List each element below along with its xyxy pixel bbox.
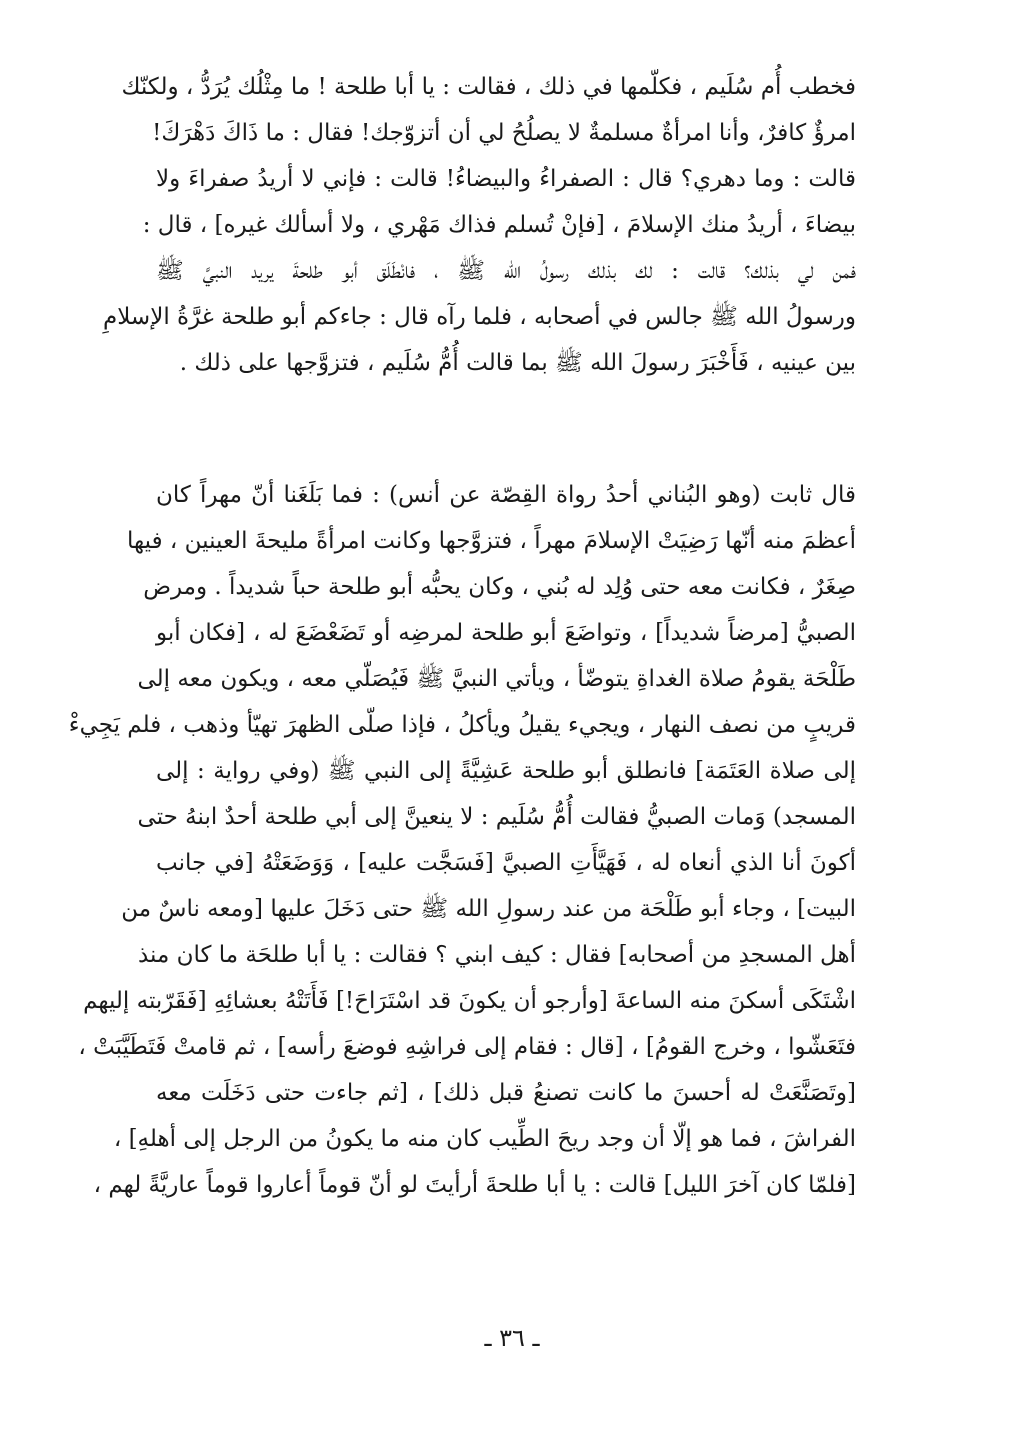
page-number: ـ ٣٦ ـ	[484, 1324, 540, 1352]
paragraph-1	[102, 64, 856, 386]
text-line: بين عينيه ، فَأَخْبَرَ رسولَ الله ﷺ بما قالت أُمُّ سُلَيم ، فتزوَّجها على ذلك .	[179, 350, 856, 376]
text-line: أكونَ أنا الذي أنعاه له ، فَهَيَّأَتِ الصبيَّ [فَسَجَّت عليه] ، وَوَضَعَتْهُ [في جانب	[156, 850, 856, 876]
text-line: قال ثابت (وهو البُناني أحدُ رواة القِصّة عن أنس) : فما بَلَغَنا أنّ مهراً كان	[156, 482, 856, 508]
text-line: فخطب أُم سُلَيم ، فكلّمها في ذلك ، فقالت : يا أبا طلحة ! ما مِثْلُك يُرَدُّ ، ولكنّك	[121, 74, 856, 100]
text-line: بيضاءَ ، أريدُ منك الإسلامَ ، [فإنْ تُسلم فذاك مَهْري ، ولا أسألك غيره] ، قال :	[142, 212, 856, 238]
text-line: إلى صلاة العَتَمَة] فانطلق أبو طلحة عَشِيَّةً إلى النبي ﷺ (وفي رواية : إلى	[156, 758, 856, 784]
paragraph-2	[68, 472, 856, 1208]
text-line: البيت] ، وجاء أبو طَلْحَة من عند رسولِ الله ﷺ حتى دَخَلَ عليها [ومعه ناسٌ من	[121, 896, 856, 922]
text-line: الصبيُّ [مرضاً شديداً] ، وتواضَعَ أبو طلحة لمرضِه أو تَضَعْضَعَ له ، [فكان أبو	[156, 620, 856, 646]
text-line: أعظمَ منه أنّها رَضِيَتْ الإسلامَ مهراً ، فتزوَّجها وكانت امرأةً مليحةَ العينين ، فيها	[127, 528, 856, 554]
text-line: قريبٍ من نصف النهار ، ويجيء يقيلُ ويأكلُ ، فإذا صلّى الظهرَ تهيّأ وذهب ، فلم يَجِيءْ	[68, 712, 856, 738]
text-line: امرؤٌ كافرٌ، وأنا امرأةٌ مسلمةٌ لا يصلُحُ لي أن أتزوّجك! فقال : ما ذَاكَ دَهْرَكَ!	[152, 120, 856, 146]
text-line: المسجد) وَمات الصبيُّ فقالت أُمُّ سُلَيم : لا ينعينَّ إلى أبي طلحة أحدٌ ابنهُ حتى	[137, 804, 856, 830]
text-line: [فلمّا كان آخرَ الليل] قالت : يا أبا طلحةَ أرأيتَ لو أنّ قوماً أعاروا قوماً عاريَّةً لهم ،	[93, 1172, 856, 1198]
text-line: اشْتَكَى أسكنَ منه الساعةَ [وأرجو أن يكونَ قد اسْتَرَاحَ!] فَأَتَتْهُ بعشائِهِ [فَقَرّبته إليهم	[83, 988, 856, 1014]
text-line: الفراشَ ، فما هو إلّا أن وجد ريحَ الطِّيب كان منه ما يكونُ من الرجل إلى أهلهِ] ،	[113, 1126, 856, 1152]
text-line: فمن لي بذلك؟ قالت : لك بذلك رسولُ الله ﷺ ، فانْطَلَق أبو طلحةَ يريد النبيَّ ﷺ	[156, 258, 856, 284]
text-line: ورسولُ الله ﷺ جالس في أصحابه ، فلما رآه قال : جاءكم أبو طلحة غرَّةُ الإسلامِ	[102, 304, 856, 330]
text-line: فتَعَشّوا ، وخرج القومُ] ، [قال : فقام إلى فراشِهِ فوضعَ رأسه] ، ثم قامتْ فَتَطَيَّبَتْ ،	[78, 1034, 856, 1060]
text-line: قالت : وما دهري؟ قال : الصفراءُ والبيضاءُ! قالت : فإني لا أريدُ صفراءَ ولا	[156, 166, 856, 192]
text-line: أهل المسجدِ من أصحابه] فقال : كيف ابني ؟ فقالت : يا أبا طلحَة ما كان منذ	[137, 942, 856, 968]
text-line: [وتَصَنَّعَتْ له أحسنَ ما كانت تصنعُ قبل ذلك] ، [ثم جاءت حتى دَخَلَت معه	[156, 1080, 856, 1106]
text-line: طَلْحَة يقومُ صلاة الغداةِ يتوضّأ ، ويأتي النبيَّ ﷺ فَيُصَلّي معه ، ويكون معه إلى	[137, 666, 856, 692]
text-line: صِغَرٌ ، فكانت معه حتى وُلِد له بُني ، وكان يحبُّه أبو طلحة حباً شديداً . ومرض	[143, 574, 856, 600]
